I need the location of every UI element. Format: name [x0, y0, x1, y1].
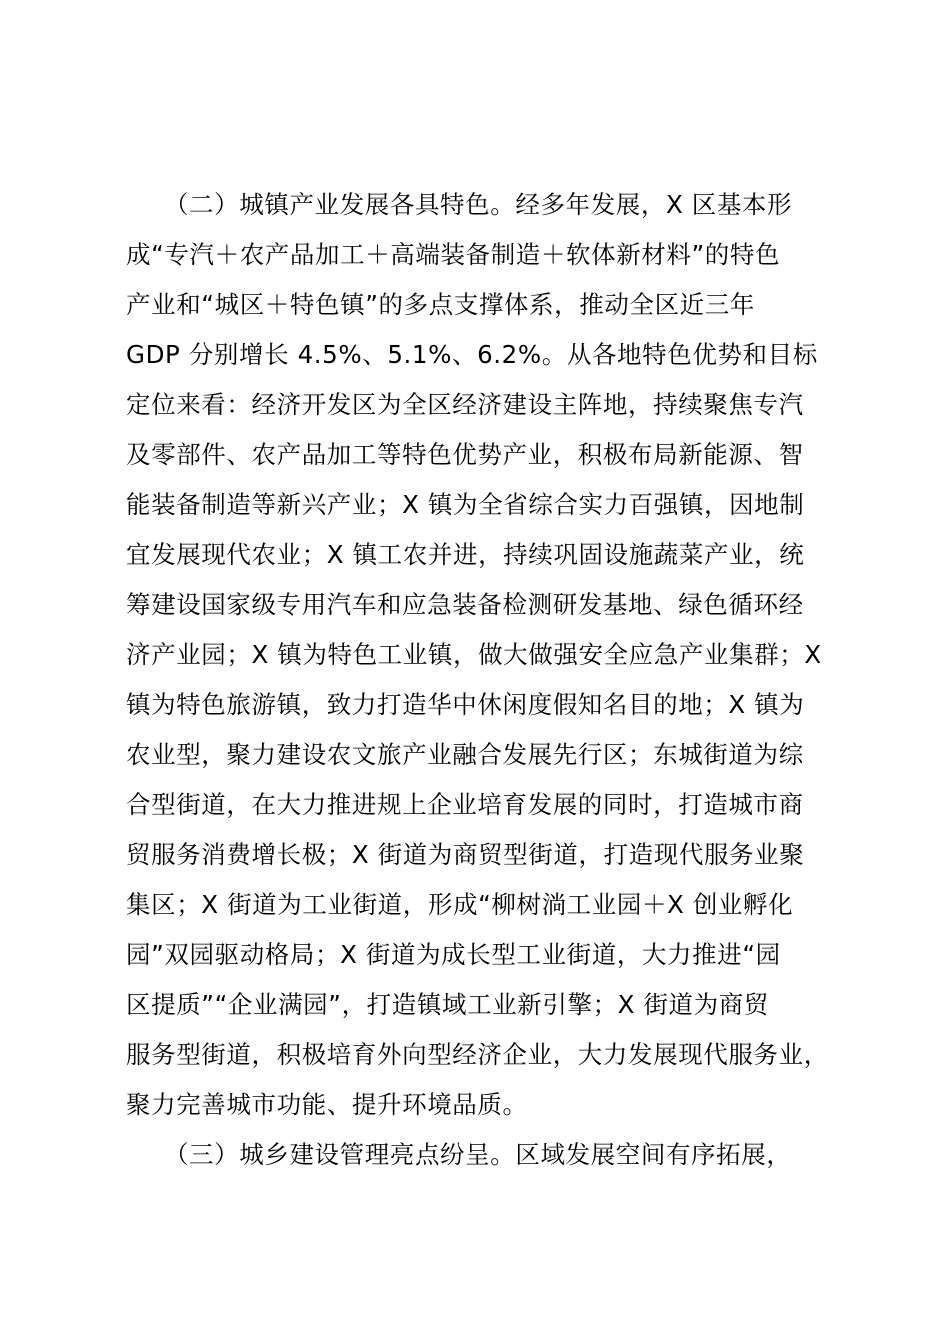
text-line-8: 宜发展现代农业；X 镇工农并进，持续巩固设施蔬菜产业，统 — [126, 540, 805, 569]
text-line-19: 聚力完善城市功能、提升环境品质。 — [126, 1090, 528, 1119]
text-line-4: GDP 分别增长 4.5%、5.1%、6.2%。从各地特色优势和目标 — [126, 340, 818, 369]
text-line-16: 园”双园驱动格局；X 街道为成长型工业街道，大力推进“园 — [126, 940, 781, 969]
text-line-15: 集区；X 街道为工业街道，形成“柳树淌工业园＋X 创业孵化 — [126, 890, 794, 919]
text-line-1: （二）城镇产业发展各具特色。经多年发展，X 区基本形 — [126, 190, 793, 219]
text-line-10: 济产业园；X 镇为特色工业镇，做大做强安全应急产业集群；X — [126, 640, 822, 669]
text-line-3: 产业和“城区＋特色镇”的多点支撑体系，推动全区近三年 — [126, 290, 755, 319]
text-line-13: 合型街道，在大力推进规上企业培育发展的同时，打造城市商 — [126, 790, 804, 819]
text-line-11: 镇为特色旅游镇，致力打造华中休闲度假知名目的地；X 镇为 — [126, 690, 805, 719]
document-body — [126, 180, 860, 1180]
text-line-18: 服务型街道，积极培育外向型经济企业，大力发展现代服务业， — [126, 1040, 829, 1069]
text-line-14: 贸服务消费增长极；X 街道为商贸型街道，打造现代服务业聚 — [126, 840, 805, 869]
text-line-7: 能装备制造等新兴产业；X 镇为全省综合实力百强镇，因地制 — [126, 490, 805, 519]
text-line-5: 定位来看：经济开发区为全区经济建设主阵地，持续聚焦专汽 — [126, 390, 804, 419]
text-line-2: 成“专汽＋农产品加工＋高端装备制造＋软体新材料”的特色 — [126, 240, 781, 269]
text-line-20: （三）城乡建设管理亮点纷呈。区域发展空间有序拓展， — [126, 1140, 792, 1169]
text-line-17: 区提质”“企业满园”，打造镇域工业新引擎；X 街道为商贸 — [126, 990, 769, 1019]
text-line-12: 农业型，聚力建设农文旅产业融合发展先行区；东城街道为综 — [126, 740, 804, 769]
text-line-6: 及零部件、农产品加工等特色优势产业，积极布局新能源、智 — [126, 440, 804, 469]
text-line-9: 筹建设国家级专用汽车和应急装备检测研发基地、绿色循环经 — [126, 590, 804, 619]
